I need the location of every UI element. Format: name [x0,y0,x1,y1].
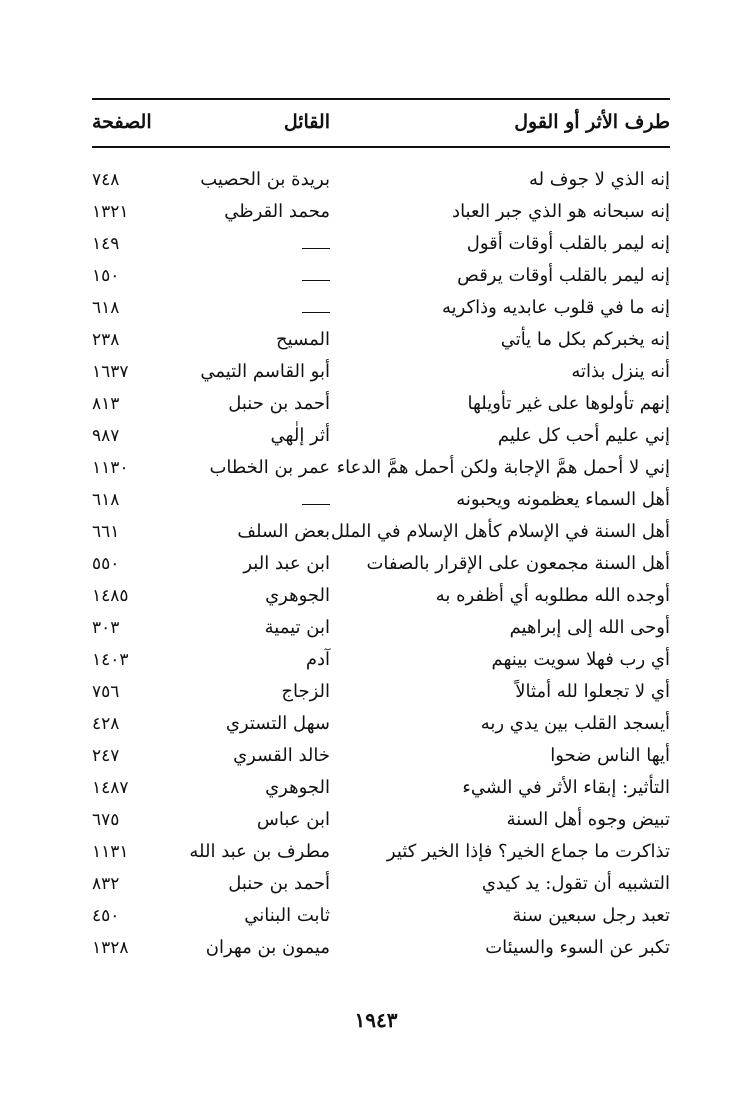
table-header [92,104,670,140]
row-phrase: أيسجد القلب بين يدي ربه [480,713,670,734]
row-speaker: ابن تيمية [264,617,330,638]
table-row [92,516,670,548]
row-page-number: ١١٣٠ [92,458,129,478]
row-speaker: محمد القرظي [224,201,330,222]
row-phrase: إني عليم أحب كل عليم [497,425,670,446]
row-speaker: خالد القسري [233,745,330,766]
header-rule [92,146,670,148]
table-row [92,548,670,580]
row-phrase: تكبر عن السوء والسيئات [485,937,670,958]
row-speaker [302,292,330,324]
row-page-number: ٨٣٢ [92,874,120,894]
row-phrase: أنه ينزل بذاته [571,361,670,382]
row-speaker: أبو القاسم التيمي [200,361,330,382]
row-phrase: تذاكرت ما جماع الخير؟ فإذا الخير كثير [386,841,670,862]
page-number: ١٩٤٣ [354,1008,398,1032]
row-speaker: ثابت البناني [244,905,330,926]
table-row [92,388,670,420]
table-row [92,612,670,644]
row-page-number: ١٤٨٥ [92,586,129,606]
table-row [92,420,670,452]
row-phrase: أوحى الله إلى إبراهيم [509,617,670,638]
index-table-body [92,164,670,964]
row-phrase: إنه ما في قلوب عابديه وذاكريه [441,297,670,318]
row-phrase: إنه سبحانه هو الذي جبر العباد [452,201,670,222]
row-speaker: بعض السلف [237,521,330,542]
table-row [92,836,670,868]
row-speaker: أحمد بن حنبل [228,393,330,414]
table-row [92,228,670,260]
table-row [92,868,670,900]
row-phrase: إنه ليمر بالقلب أوقات يرقص [457,265,670,286]
table-row [92,260,670,292]
row-phrase: تبيض وجوه أهل السنة [506,809,670,830]
row-page-number: ٧٤٨ [92,170,120,190]
row-phrase: أهل السنة في الإسلام كأهل الإسلام في الملل [330,521,670,542]
row-page-number: ٢٤٧ [92,746,120,766]
row-page-number: ١٤٩ [92,234,120,254]
unknown-speaker-dash [302,280,330,281]
unknown-speaker-dash [302,504,330,505]
table-row [92,772,670,804]
row-page-number: ٣٠٣ [92,618,120,638]
unknown-speaker-dash [302,312,330,313]
row-page-number: ٢٣٨ [92,330,120,350]
row-phrase: إني لا أحمل همَّ الإجابة ولكن أحمل همَّ الدعاء [336,457,670,478]
table-row [92,580,670,612]
row-phrase: أي لا تجعلوا لله أمثالاً [515,681,670,702]
row-page-number: ١٥٠ [92,266,120,286]
row-speaker: الزجاج [281,681,330,702]
table-row [92,484,670,516]
row-phrase: التشبيه أن تقول: يد كيدي [481,873,670,894]
row-page-number: ٦١٨ [92,490,120,510]
row-speaker: ابن عبد البر [243,553,330,574]
row-page-number: ٩٨٧ [92,426,120,446]
row-speaker [302,260,330,292]
row-speaker: أثر إلٰهي [270,425,330,446]
row-speaker [302,228,330,260]
row-speaker: أحمد بن حنبل [228,873,330,894]
row-page-number: ٨١٣ [92,394,120,414]
row-page-number: ١١٣١ [92,842,129,862]
table-row [92,356,670,388]
row-page-number: ١٣٢٨ [92,938,129,958]
unknown-speaker-dash [302,248,330,249]
table-row [92,196,670,228]
table-row [92,900,670,932]
top-rule [92,98,670,100]
row-phrase: إنه ليمر بالقلب أوقات أقول [466,233,670,254]
row-speaker: ميمون بن مهران [205,937,330,958]
table-row [92,804,670,836]
row-phrase: أهل السماء يعظمونه ويحبونه [456,489,670,510]
table-row [92,452,670,484]
header-phrase: طرف الأثر أو القول [514,111,670,133]
row-page-number: ٧٥٦ [92,682,120,702]
row-phrase: إنه يخبركم بكل ما يأتي [500,329,670,350]
table-row [92,708,670,740]
row-speaker: سهل التستري [225,713,330,734]
row-phrase: أوجده الله مطلوبه أي أظفره به [435,585,670,606]
row-phrase: أي رب فهلا سويت بينهم [491,649,670,670]
row-page-number: ٦١٨ [92,298,120,318]
row-phrase: أهل السنة مجمعون على الإقرار بالصفات [366,553,670,574]
header-page: الصفحة [92,111,152,133]
table-row [92,164,670,196]
row-speaker [302,484,330,516]
header-speaker: القائل [283,111,330,133]
row-page-number: ١٣٢١ [92,202,129,222]
table-row [92,644,670,676]
row-page-number: ٦٧٥ [92,810,120,830]
table-row [92,932,670,964]
row-speaker: المسيح [276,329,330,350]
row-speaker: عمر بن الخطاب [209,457,330,478]
row-page-number: ٦٦١ [92,522,120,542]
row-speaker: بريدة بن الحصيب [200,169,330,190]
row-page-number: ٤٢٨ [92,714,120,734]
table-row [92,740,670,772]
table-row [92,676,670,708]
table-row [92,292,670,324]
row-speaker: ابن عباس [256,809,330,830]
row-phrase: إنهم تأولوها على غير تأويلها [467,393,670,414]
row-phrase: إنه الذي لا جوف له [528,169,670,190]
table-row [92,324,670,356]
row-page-number: ١٤٨٧ [92,778,129,798]
row-speaker: مطرف بن عبد الله [189,841,330,862]
row-speaker: آدم [305,649,330,670]
row-page-number: ٥٥٠ [92,554,120,574]
row-page-number: ١٤٠٣ [92,650,129,670]
row-page-number: ١٦٣٧ [92,362,129,382]
row-phrase: تعبد رجل سبعين سنة [512,905,670,926]
row-phrase: التأثير: إبقاء الأثر في الشيء [462,777,670,798]
row-page-number: ٤٥٠ [92,906,120,926]
row-speaker: الجوهري [265,777,330,798]
row-phrase: أيها الناس ضحوا [550,745,670,766]
row-speaker: الجوهري [265,585,330,606]
